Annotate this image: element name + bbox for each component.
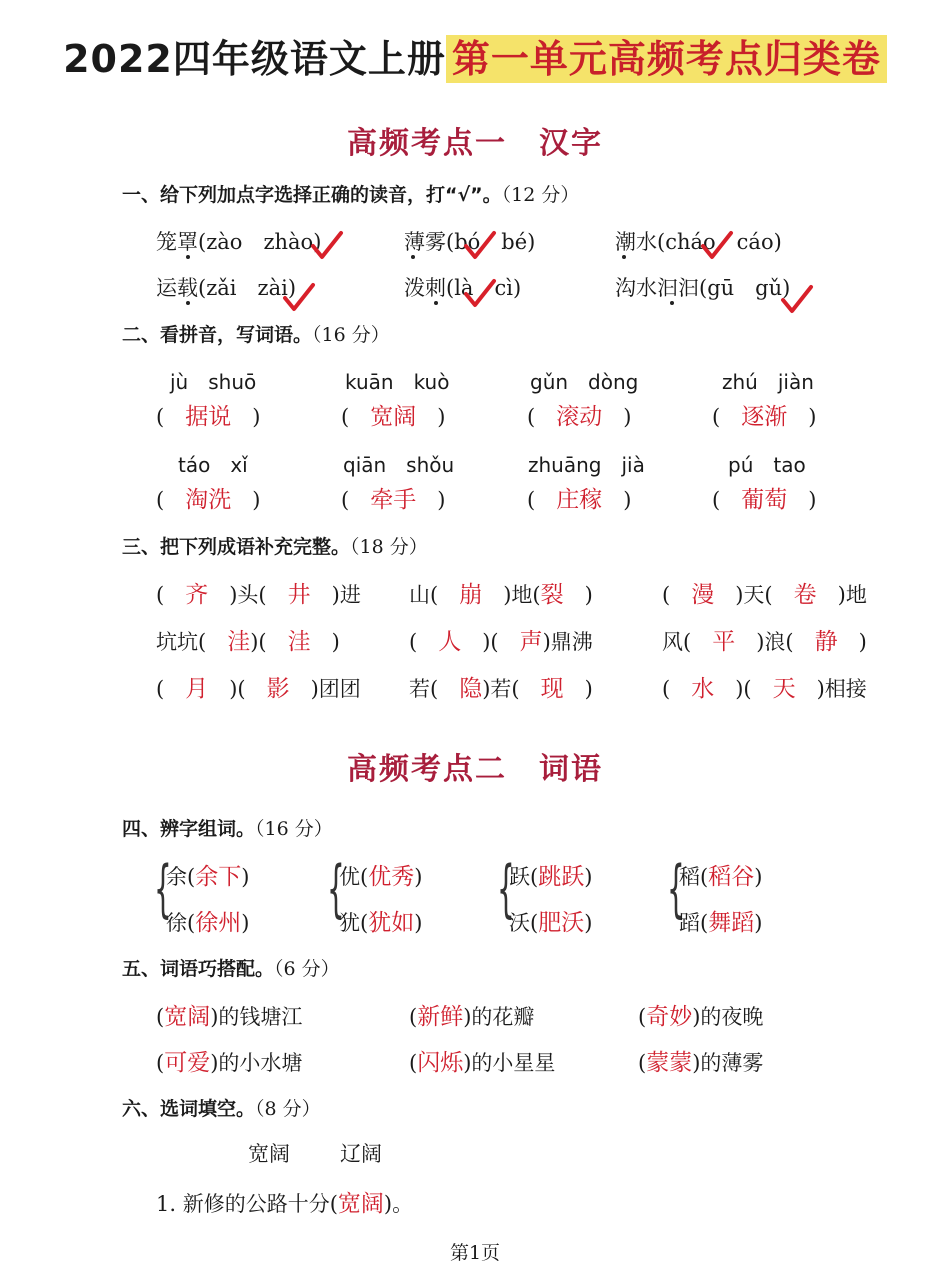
pinyin-label: jù shuō [170, 370, 257, 394]
q5-item-1: (宽阔)的钱塘江 [156, 1004, 303, 1030]
q4-group-2-row-1: 优(优秀) [339, 864, 423, 890]
emphasis-dot [411, 255, 415, 259]
emphasis-dot [434, 301, 438, 305]
q4-group-2-row-2: 犹(犹如) [339, 910, 423, 936]
page-title [0, 28, 950, 83]
q1-item-2: 薄雾(bó bé) [404, 230, 536, 254]
pinyin-label: pú tao [728, 453, 806, 477]
answer-box: ( 葡萄 ) [712, 487, 817, 513]
emphasis-dot [622, 255, 626, 259]
idiom-8: 若( 隐)若( 现 ) [409, 676, 593, 702]
q6-sentence-1: 1. 新修的公路十分(宽阔)。 [156, 1191, 414, 1217]
word-option-2: 辽阔 [340, 1142, 382, 1166]
q1-item-4: 运载(zǎi zài) [156, 276, 297, 300]
pinyin-label: qiān shǒu [343, 453, 455, 477]
question-1-title: 一、给下列加点字选择正确的读音，打“√”。（12 分） [122, 184, 580, 206]
q4-group-3-row-1: 跃(跳跃) [509, 864, 593, 890]
answer-box: ( 牵手 ) [341, 487, 446, 513]
checkmark-icon [700, 230, 734, 264]
answer-box: ( 逐渐 ) [712, 404, 817, 430]
answer-box: ( 滚动 ) [527, 404, 632, 430]
page-number: 第1页 [449, 1242, 501, 1264]
pinyin-label: gǔn dòng [530, 370, 639, 394]
q5-item-3: (奇妙)的夜晚 [638, 1004, 764, 1030]
brace-icon: { [667, 852, 685, 925]
brace-icon: { [497, 852, 515, 925]
idiom-3: ( 漫 )天( 卷 )地 [662, 582, 867, 608]
title-prefix: 2022四年级语文上册 [63, 37, 446, 81]
answer-box: ( 庄稼 ) [527, 487, 632, 513]
pinyin-label: táo xǐ [178, 453, 248, 477]
checkmark-icon [310, 230, 344, 264]
checkmark-icon [463, 278, 497, 312]
pinyin-label: kuān kuò [345, 370, 450, 394]
q4-group-1-row-1: 余(余下) [166, 864, 250, 890]
idiom-6: 风( 平 )浪( 静 ) [662, 629, 867, 655]
pinyin-label: zhú jiàn [722, 370, 814, 394]
section-heading-1: 高频考点一 汉字 [347, 126, 603, 161]
checkmark-icon [463, 230, 497, 264]
checkmark-icon [780, 284, 814, 318]
q4-group-4-row-2: 蹈(舞蹈) [679, 910, 763, 936]
word-option-1: 宽阔 [248, 1142, 290, 1166]
idiom-4: 坑坑( 洼)( 洼 ) [156, 629, 340, 655]
question-2-title: 二、看拼音，写词语。（16 分） [122, 324, 390, 346]
checkmark-icon [282, 282, 316, 316]
q1-item-5: 泼刺(là cì) [404, 276, 522, 300]
q4-group-4-row-1: 稻(稻谷) [679, 864, 763, 890]
q4-group-1-row-2: 徐(徐州) [166, 910, 250, 936]
q5-item-4: (可爱)的小水塘 [156, 1050, 303, 1076]
question-6-title: 六、选词填空。（8 分） [122, 1098, 321, 1120]
q1-item-1: 笼罩(zào zhào) [156, 230, 322, 254]
emphasis-dot [186, 301, 190, 305]
answer-box: ( 淘洗 ) [156, 487, 261, 513]
idiom-2: 山( 崩 )地(裂 ) [409, 582, 593, 608]
answer-box: ( 据说 ) [156, 404, 261, 430]
q1-item-6: 沟水汩汩(gū gǔ) [615, 276, 791, 300]
question-5-title: 五、词语巧搭配。（6 分） [122, 958, 340, 980]
idiom-9: ( 水 )( 天 )相接 [662, 676, 867, 702]
answer-box: ( 宽阔 ) [341, 404, 446, 430]
title-highlight: 第一单元高频考点归类卷 [446, 35, 887, 83]
question-4-title: 四、辨字组词。（16 分） [122, 818, 333, 840]
emphasis-dot [670, 301, 674, 305]
q5-item-6: (蒙蒙)的薄雾 [638, 1050, 764, 1076]
idiom-5: ( 人 )( 声)鼎沸 [409, 629, 593, 655]
idiom-7: ( 月 )( 影 )团团 [156, 676, 361, 702]
question-3-title: 三、把下列成语补充完整。（18 分） [122, 536, 428, 558]
brace-icon: { [154, 852, 172, 925]
pinyin-label: zhuāng jià [528, 453, 645, 477]
idiom-1: ( 齐 )头( 井 )进 [156, 582, 361, 608]
q4-group-3-row-2: 沃(肥沃) [509, 910, 593, 936]
q5-item-2: (新鲜)的花瓣 [409, 1004, 535, 1030]
section-heading-2: 高频考点二 词语 [347, 752, 603, 787]
brace-icon: { [327, 852, 345, 925]
emphasis-dot [186, 255, 190, 259]
q1-item-3: 潮水(cháo cáo) [615, 230, 782, 254]
q5-item-5: (闪烁)的小星星 [409, 1050, 556, 1076]
